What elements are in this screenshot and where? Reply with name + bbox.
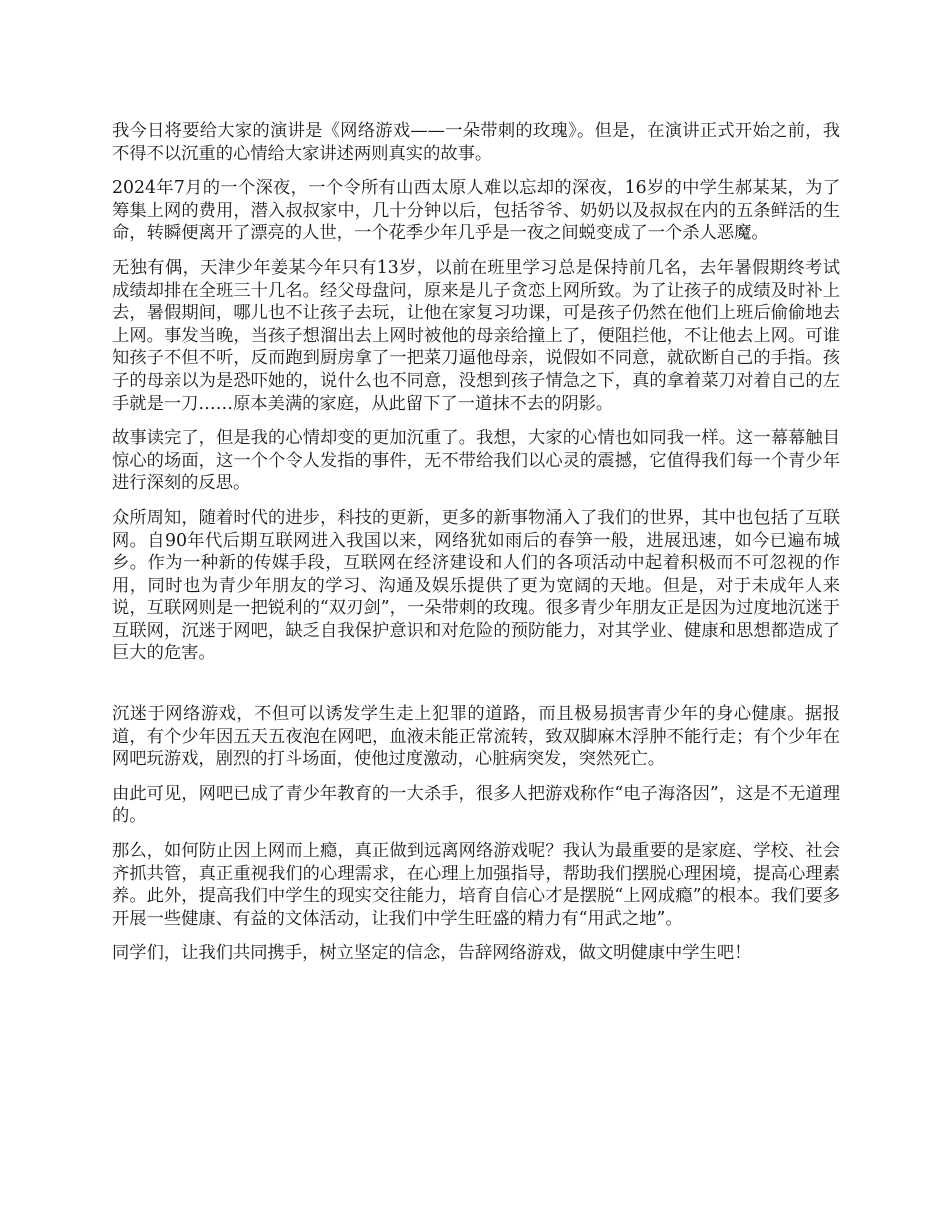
paragraph-game-harm: 沉迷于网络游戏，不但可以诱发学生走上犯罪的道路，而且极易损害青少年的身心健康。据报道，有个少年因五天五夜泡在网吧，血液未能正常流转，致双脚麻木浮肿不能行走；有个少年在网吧玩游戏，剧烈的打斗场面，使他过度激动，心脏病突发，突然死亡。 xyxy=(112,704,840,770)
document-body xyxy=(112,120,840,977)
paragraph-intro: 我今日将要给大家的演讲是《网络游戏——一朵带刺的玫瑰》。但是，在演讲正式开始之前，我不得不以沉重的心情给大家讲述两则真实的故事。 xyxy=(112,121,840,164)
paragraph-conclusion-cafe: 由此可见，网吧已成了青少年教育的一大杀手，很多人把游戏称作“电子海洛因”，这是不无道理的。 xyxy=(112,783,840,827)
paragraph-closing-call: 同学们，让我们共同携手，树立坚定的信念，告辞网络游戏，做文明健康中学生吧！ xyxy=(112,943,752,964)
paragraph-internet-background: 众所周知，随着时代的进步，科技的更新，更多的新事物涌入了我们的世界，其中也包括了互联网。自90年代后期互联网进入我国以来，网络犹如雨后的春笋一般，进展迅速，如今已遍布城乡。作为一种新的传媒手段，互联网在经济建设和人们的各项活动中起着积极而不可忽视的作用，同时也为青少年朋友的学习、沟通及娱乐提供了更为宽阔的天地。但是，对于未成年人来说，互联网则是一把锐利的“双刃剑”，一朵带刺的玫瑰。很多青少年朋友正是因为过度地沉迷于互联网，沉迷于网吧，缺乏自我保护意识和对危险的预防能力，对其学业、健康和思想都造成了巨大的危害。 xyxy=(112,507,840,664)
paragraph-story-two: 无独有偶，天津少年姜某今年只有13岁，以前在班里学习总是保持前几名，去年暑假期终考试成绩却排在全班三十几名。经父母盘问，原来是儿子贪恋上网所致。为了让孩子的成绩及时补上去，暑假期间，哪儿也不让孩子去玩，让他在家复习功课，可是孩子仍然在他们上班后偷偷地去上网。事发当晚，当孩子想溜出去上网时被他的母亲给撞上了，便阻拦他，不让他去上网。可谁知孩子不但不听，反而跑到厨房拿了一把菜刀逼他母亲，说假如不同意，就砍断自己的手指。孩子的母亲以为是恐吓她的，说什么也不同意，没想到孩子情急之下，真的拿着菜刀对着自己的左手就是一刀……原本美满的家庭，从此留下了一道抹不去的阴影。 xyxy=(112,257,840,414)
paragraph-prevention: 那么，如何防止因上网而上瘾，真正做到远离网络游戏呢？我认为最重要的是家庭、学校、社会齐抓共管，真正重视我们的心理需求，在心理上加强指导，帮助我们摆脱心理困境，提高心理素养。此外，提高我们中学生的现实交往能力，培育自信心才是摆脱“上网成瘾”的根本。我们要多开展一些健康、有益的文体活动，让我们中学生旺盛的精力有“用武之地”。 xyxy=(112,841,840,929)
paragraph-story-one: 2024年7月的一个深夜，一个令所有山西太原人难以忘却的深夜，16岁的中学生郝某某，为了筹集上网的费用，潜入叔叔家中，几十分钟以后，包括爷爷、奶奶以及叔叔在内的五条鲜活的生命，转瞬便离开了漂亮的人世，一个花季少年几乎是一夜之间蜕变成了一个杀人恶魔。 xyxy=(112,178,840,244)
paragraph-reflection: 故事读完了，但是我的心情却变的更加沉重了。我想，大家的心情也如同我一样。这一幕幕触目惊心的场面，这一个个令人发指的事件，无不带给我们以心灵的震撼，它值得我们每一个青少年进行深刻的反思。 xyxy=(112,428,840,494)
